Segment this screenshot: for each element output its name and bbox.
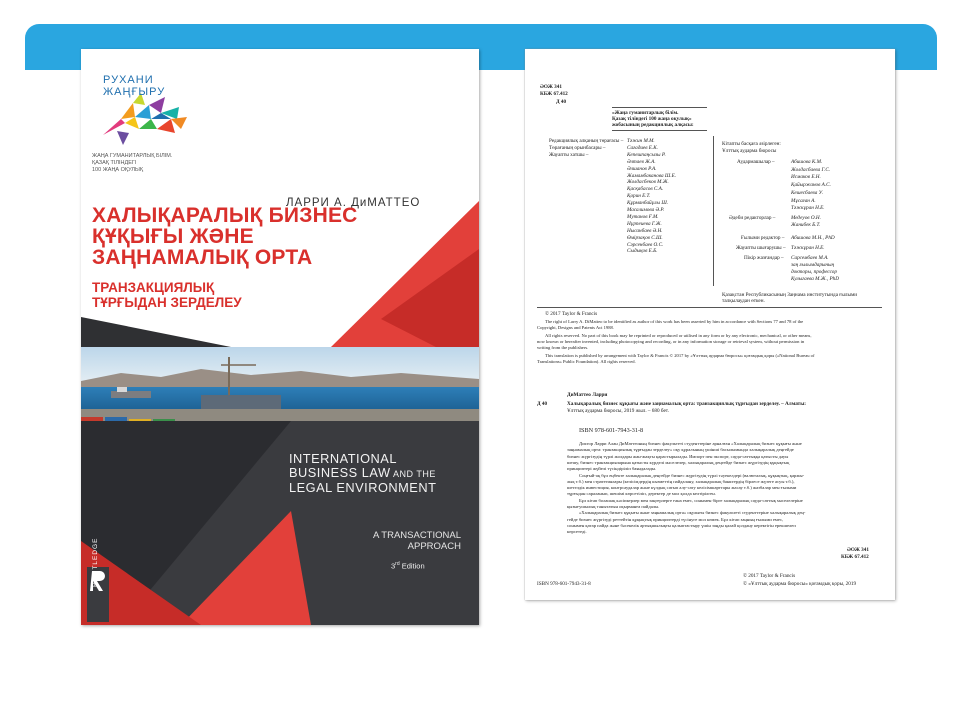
board-member: Тәжин М.М. [627, 138, 655, 144]
board-member: Қасқабасов С.А. [627, 186, 664, 193]
series-line-3: жобасының редакциялық алқасы: [612, 122, 694, 128]
translator-name: Абишова К.М. [791, 159, 823, 165]
sci-editor-label: Ғылыми редактор – [741, 235, 785, 241]
abstract-line: қызығушылық танытатын оқырманға пайдалы. [567, 504, 660, 509]
abstract-line: көрсетеді. [567, 529, 587, 535]
translator-name: Кешесбаева У. [791, 189, 824, 196]
institute-line-1: Қазақстан Республикасының Заңнама институтында ғылыми [722, 292, 858, 298]
board-member: Өмірзақов С.Ш. [627, 234, 663, 241]
board-member: Сәрсенбаев О.С. [627, 241, 664, 248]
board-member: Сыдықов Е.Б. [627, 248, 658, 255]
author-mark: Д 40 [556, 99, 567, 105]
board-member: Әлтаев Ж.А. [627, 158, 656, 165]
bottom-udc: ӘОЖ 341 [847, 547, 869, 553]
cover-subtitle-kazakh: ТРАНЗАКЦИЯЛЫҚ ТҰРҒЫДАН ЗЕРДЕЛЕУ [92, 280, 242, 310]
lit-editor-name: Медеуов О.Н. [791, 215, 821, 221]
series-line-1: «Жаңа гуманитарлық білім. [612, 110, 679, 116]
board-member: Әлшанов Р.А. [627, 165, 657, 172]
abstract-line: заңнамалық орта: транзакциялық тұрғыдан зерделеу» оқу құралының үшінші басылымында халықаралық деңгейде [567, 447, 794, 453]
logo-subtitle: ЖАҢА ГУМАНИТАРЛЫҚ БІЛІМ. ҚАЗАҚ ТІЛІНДЕГІ 100 ЖАҢА ОҚУЛЫҚ [92, 153, 173, 173]
udc-code: ӘОЖ 341 [540, 84, 562, 90]
imprint-page: ӘОЖ 341 КБЖ 67.412 Д 40 «Жаңа гуманитарлық білім. Қазақ тіліндегі 100 жаңа оқулық» жобасының редакциялық алқасы: Редакциялық алқаның төрағасы – Тәжин М.М. Төрағаның орынбасары – Сағадиев Е.К. Жауапты хатшы – Кепешпаңсызы Р. Әлтаев Ж.А. Әлшанов Р.А. Жамамбаканова Ш.Е. Жолдасбеков М.Ж. Қасқабасов С.А. Қорин Е.Т. Құрманбайұлы Ш. Масалимова Ә.Р. Мутанов Ғ.М. Нұрпеиева Г.Ж. Нысанбаев Ә.Н. Өмірзақов С.Ш. Сәрсенбаев О.С. Сыдықов Е.Б. Кітапты басқаға әзірлеген: Ұлттық аударма бюросы Аудармашылар – Абишова К.М. Жолдасбаева Г.С. Исмаков Е.Н. Қайыржанов А.С. Кешесбаева У. Мұсаған А. Тәжкұран Н.Е. Әдеби редакторлар – Медеуов О.Н. Жанибек Б.Т. Ғылыми редактор – Абишова М.Н., PhD Жауапты шығарушы – Тәжкұран Н.Е. Пікір жазғандар – Сарсембаев М.А. заң ғылымдарының докторы, профессор Кулыгаева М.Ж., PhD Қазақстан Республикасының Заңнама институтында ғылыми талқылаудан өткен. © 2017 Taylor & Francis The right of Larry A. DiMatteo to be identified as author of this work has been asserted by him in accordance with Sections 77 and 78 of the Copyright, Designs and Patents Act 1988. All rights reserved. No part of this book may be reprinted or reproduced or utilised in any form or by any electronic, mechanical, or other means, now known or hereafter invented, including photocopying and recording, or in any information storage or retrieval system, without permission in writing from the publishers. This translation is published by arrangement with Taylor & Francis © 2017 by «Ұлттық аударма бюросы» қоғамдық қоры («National Bureau of Translations» Public Foundation). All rights reserved. ДиМаттео Ларри Д 40 Халықаралық бизнес құқығы және заңнамалық орта: транзакциялық тұрғыдан зерделеу. – Алматы: Ұлттық аударма бюросы, 2019 жыл. – 680 бет. ISBN 978-601-7943-31-8 Доктор Ларри Алан ДиМаттеоның бизнес факультеті студенттеріне арналған «Халықаралық бизнес құқығы және заңнамалық орта: транзакциялық тұрғыдан зерделеу» оқу құралының үшінші басылымында халықаралық деңгейде бизнес жүргізудің түрлі жолдары жан-жақты қарастырылады. Импорт пен экспорт, сауда-саттыққа қатысты дауы шешу, бизнес транзакцияларына қатысты күрделі мәселелер, халықаралық деңгейде бизнес жүргізудің құқықтық принциптері жүйелі түсіндіріліп баяндалады. Соңғый-ақ бұл еңбекте халықаралық деңгейде бизнес жүргізудің түрлі тәуекелдері (валюталық, құқықтық, қаржы- лық т.б.) мен стратегиялары (келісімдердің кызметтің пайдалану, халықаралық банктердің бірлесе жүзеге асуы т.б.), шетелдік инвестиция, контрсаудалар және күлдық сатып алу-сату келісімшарттары жасау т.б.) жазбалар мен ғылыми тұрғыдан сараланып, шешімі көрсетіліп, деректер де мол қолда келтірілген. Бұл кітап болашақ кәсіпкерлер мен заңгерлерге ғана емес, сонымен бірге халықаралық сауда-саттық мәселелеріне қызығушылық танытатын оқырманға пайдалы. «Халықаралық бизнес құқығы және заңнамалық орта» оқулығы бизнес факультеті студенттеріне халықаралық дең- гейде бизнес жүргізуді реттейтін құқықтық принциптерді түсінуге мол көмек. Бұл кітап заңның ғылыми емес, сонымен қатар пайда және бәсекелік артықшылықты қалыптастыру үшін заңды қалай қолдану керектігін ерекшелеп көрсетеді. ӘОЖ 341 КБЖ 67.412 ISBN 978-601-7943-31-8 © 2017 Taylor & Francis © «Ұлттық аударма бюросы» қоғамдық қоры, 2019 [525, 49, 895, 600]
board-role: Редакциялық алқаның төрағасы – [549, 138, 624, 144]
series-rule [612, 107, 707, 108]
abstract-line: тұрғыдан сараланып, шешімі көрсетіліп, деректер де мол қолда келтірілген. [567, 491, 716, 497]
abstract-line: «Халықаралық бизнес құқығы және заңнамалық орта» оқулығы бизнес факультеті студенттеріне халықаралық дең- [579, 510, 806, 516]
bottom-copyright-2: © «Ұлттық аударма бюросы» қоғамдық қоры, 2019 [743, 581, 857, 587]
issue-person: Тәжкұран Н.Е. [791, 245, 825, 251]
cover-title-kazakh: ХАЛЫҚАРАЛЫҚ БИЗНЕС ҚҰҚЫҒЫ ЖӘНЕ ЗАҢНАМАЛЫҚ ОРТА [92, 204, 358, 269]
bottom-copyright-1: © 2017 Taylor & Francis [743, 573, 796, 579]
abstract-line: Соңғый-ақ бұл еңбекте халықаралық деңгейде бизнес жүргізудің түрлі тәуекелдері (валюталық, құқықтық, қаржы- [579, 472, 805, 478]
board-member: Жамамбаканова Ш.Е. [627, 172, 677, 179]
catalog-mark: Д 40 [537, 401, 548, 407]
abstract-line: сонымен қатар пайда және бәсекелік артықшылықты қалыптастыру үшін заңды қалай қолдану керектігін ерекшелеп [567, 522, 796, 528]
board-member: Құрманбайұлы Ш. [627, 200, 669, 207]
board-member: Кепешпаңсызы Р. [627, 151, 666, 158]
bottom-bbk: КБЖ 67.412 [841, 554, 869, 560]
prepared-by-label: Кітапты басқаға әзірлеген: [722, 141, 781, 147]
abstract-line: лық т.б.) мен стратегиялары (келісімдердің кызметтің пайдалану, халықаралық банктердің бірлесе жүзеге асуы т.б.), [567, 478, 795, 484]
translator-name: Жолдасбаева Г.С. [791, 166, 831, 173]
catalog-author: ДиМаттео Ларри [567, 392, 608, 398]
reviewer-line: заң ғылымдарының [791, 262, 835, 268]
abstract-line: Доктор Ларри Алан ДиМаттеоның бизнес факультеті студенттеріне арналған «Халықаралық бизнес құқығы және [579, 441, 802, 446]
board-member: Қорин Е.Т. [627, 193, 651, 200]
board-member: Мутанов Ғ.М. [627, 213, 659, 220]
reviewer-line: Кулыгаева М.Ж., PhD [791, 276, 839, 282]
board-member: Масалимова Ә.Р. [627, 207, 665, 213]
cover-subtitle-english: A TRANSACTIONAL APPROACH [373, 530, 461, 552]
copyright-taylor: © 2017 Taylor & Francis [545, 311, 598, 317]
board-member: Нұрпеиева Г.Ж. [627, 220, 662, 227]
board-role: Жауапты хатшы – [549, 151, 589, 158]
abstract-line: принциптері жүйелі түсіндіріліп баяндалады. [567, 466, 657, 472]
translator-name: Тәжкұран Н.Е. [791, 205, 825, 212]
lit-editors-label: Әдеби редакторлар – [729, 215, 776, 221]
book-cover [81, 49, 479, 625]
abstract-line: Бұл кітап болашақ кәсіпкерлер мен заңгерлерге ғана емес, сонымен бірге халықаралық сауда-саттық мәселелеріне [579, 497, 803, 503]
translators-label: Аудармашылар – [737, 159, 775, 165]
catalog-pub: Ұлттық аударма бюросы, 2019 жыл. – 680 бет. [567, 408, 669, 414]
series-line-2: Қазақ тіліндегі 100 жаңа оқулық» [612, 116, 692, 122]
bottom-isbn: ISBN 978-601-7943-31-8 [537, 581, 591, 587]
publisher-name: ROUTLEDGE [92, 537, 99, 587]
issue-label: Жауапты шығарушы – [736, 245, 786, 251]
abstract-line: гейде бизнес жүргізуді реттейтін құқықтық принциптерді түсінуге мол көмек. Бұл кітап заңның ғылыми емес, [567, 516, 784, 522]
cover-title-english: INTERNATIONAL BUSINESS LAW AND THE LEGAL ENVIRONMENT [289, 451, 437, 495]
logo-word-1: РУХАНИ [103, 74, 154, 86]
board-member: Сағадиев Е.К. [627, 144, 658, 151]
catalog-title: Халықаралық бизнес құқығы және заңнамалық орта: транзакциялық тұрғыдан зерделеу. – Алматы: [567, 401, 806, 407]
sci-editor: Абишова М.Н., PhD [791, 235, 835, 241]
reviewer-line: докторы, профессор [791, 269, 837, 275]
translator-name: Исмаков Е.Н. [791, 174, 821, 181]
institute-line-2: талқылаудан өткен. [722, 298, 765, 304]
board-member: Нысанбаев Ә.Н. [627, 227, 663, 234]
reviewers-label: Пікір жазғандар – [744, 255, 784, 261]
abstract-line: шешу, бизнес транзакцияларына қатысты күрделі мәселелер, халықаралық деңгейде бизнес жүргізудің құқықтық [567, 459, 790, 465]
board-role: Төрағаның орынбасары – [549, 144, 606, 151]
lit-editor-name: Жанибек Б.Т. [791, 222, 821, 228]
prepared-by-org: Ұлттық аударма бюросы [722, 148, 777, 154]
translator-name: Қайыржанов А.С. [791, 182, 831, 189]
abstract-line: шетелдік инвестиция, контрсаудалар және күлдық сатып алу-сату келісімшарттары жасау т.б.) жазбалар мен ғылыми [567, 485, 797, 491]
translator-name: Мұсаған А. [791, 197, 816, 204]
board-member: Жолдасбеков М.Ж. [627, 179, 669, 186]
reviewer-line: Сарсембаев М.А. [791, 255, 829, 261]
logo-word-2: ЖАҢҒЫРУ [103, 86, 166, 98]
cover-author: ЛАРРИ А. ДиМАТТЕО [286, 197, 421, 209]
bbk-code: КБЖ 67.412 [540, 91, 568, 97]
abstract-line: бизнес жүргізудің түрлі жолдары жан-жақты қарастырылады. Импорт пен экспорт, сауда-саттыққа қатысты дауы [567, 453, 789, 459]
isbn-main: ISBN 978-601-7943-31-8 [579, 427, 644, 434]
cover-edition: 3rd Edition [391, 561, 425, 571]
column-divider [713, 136, 714, 286]
